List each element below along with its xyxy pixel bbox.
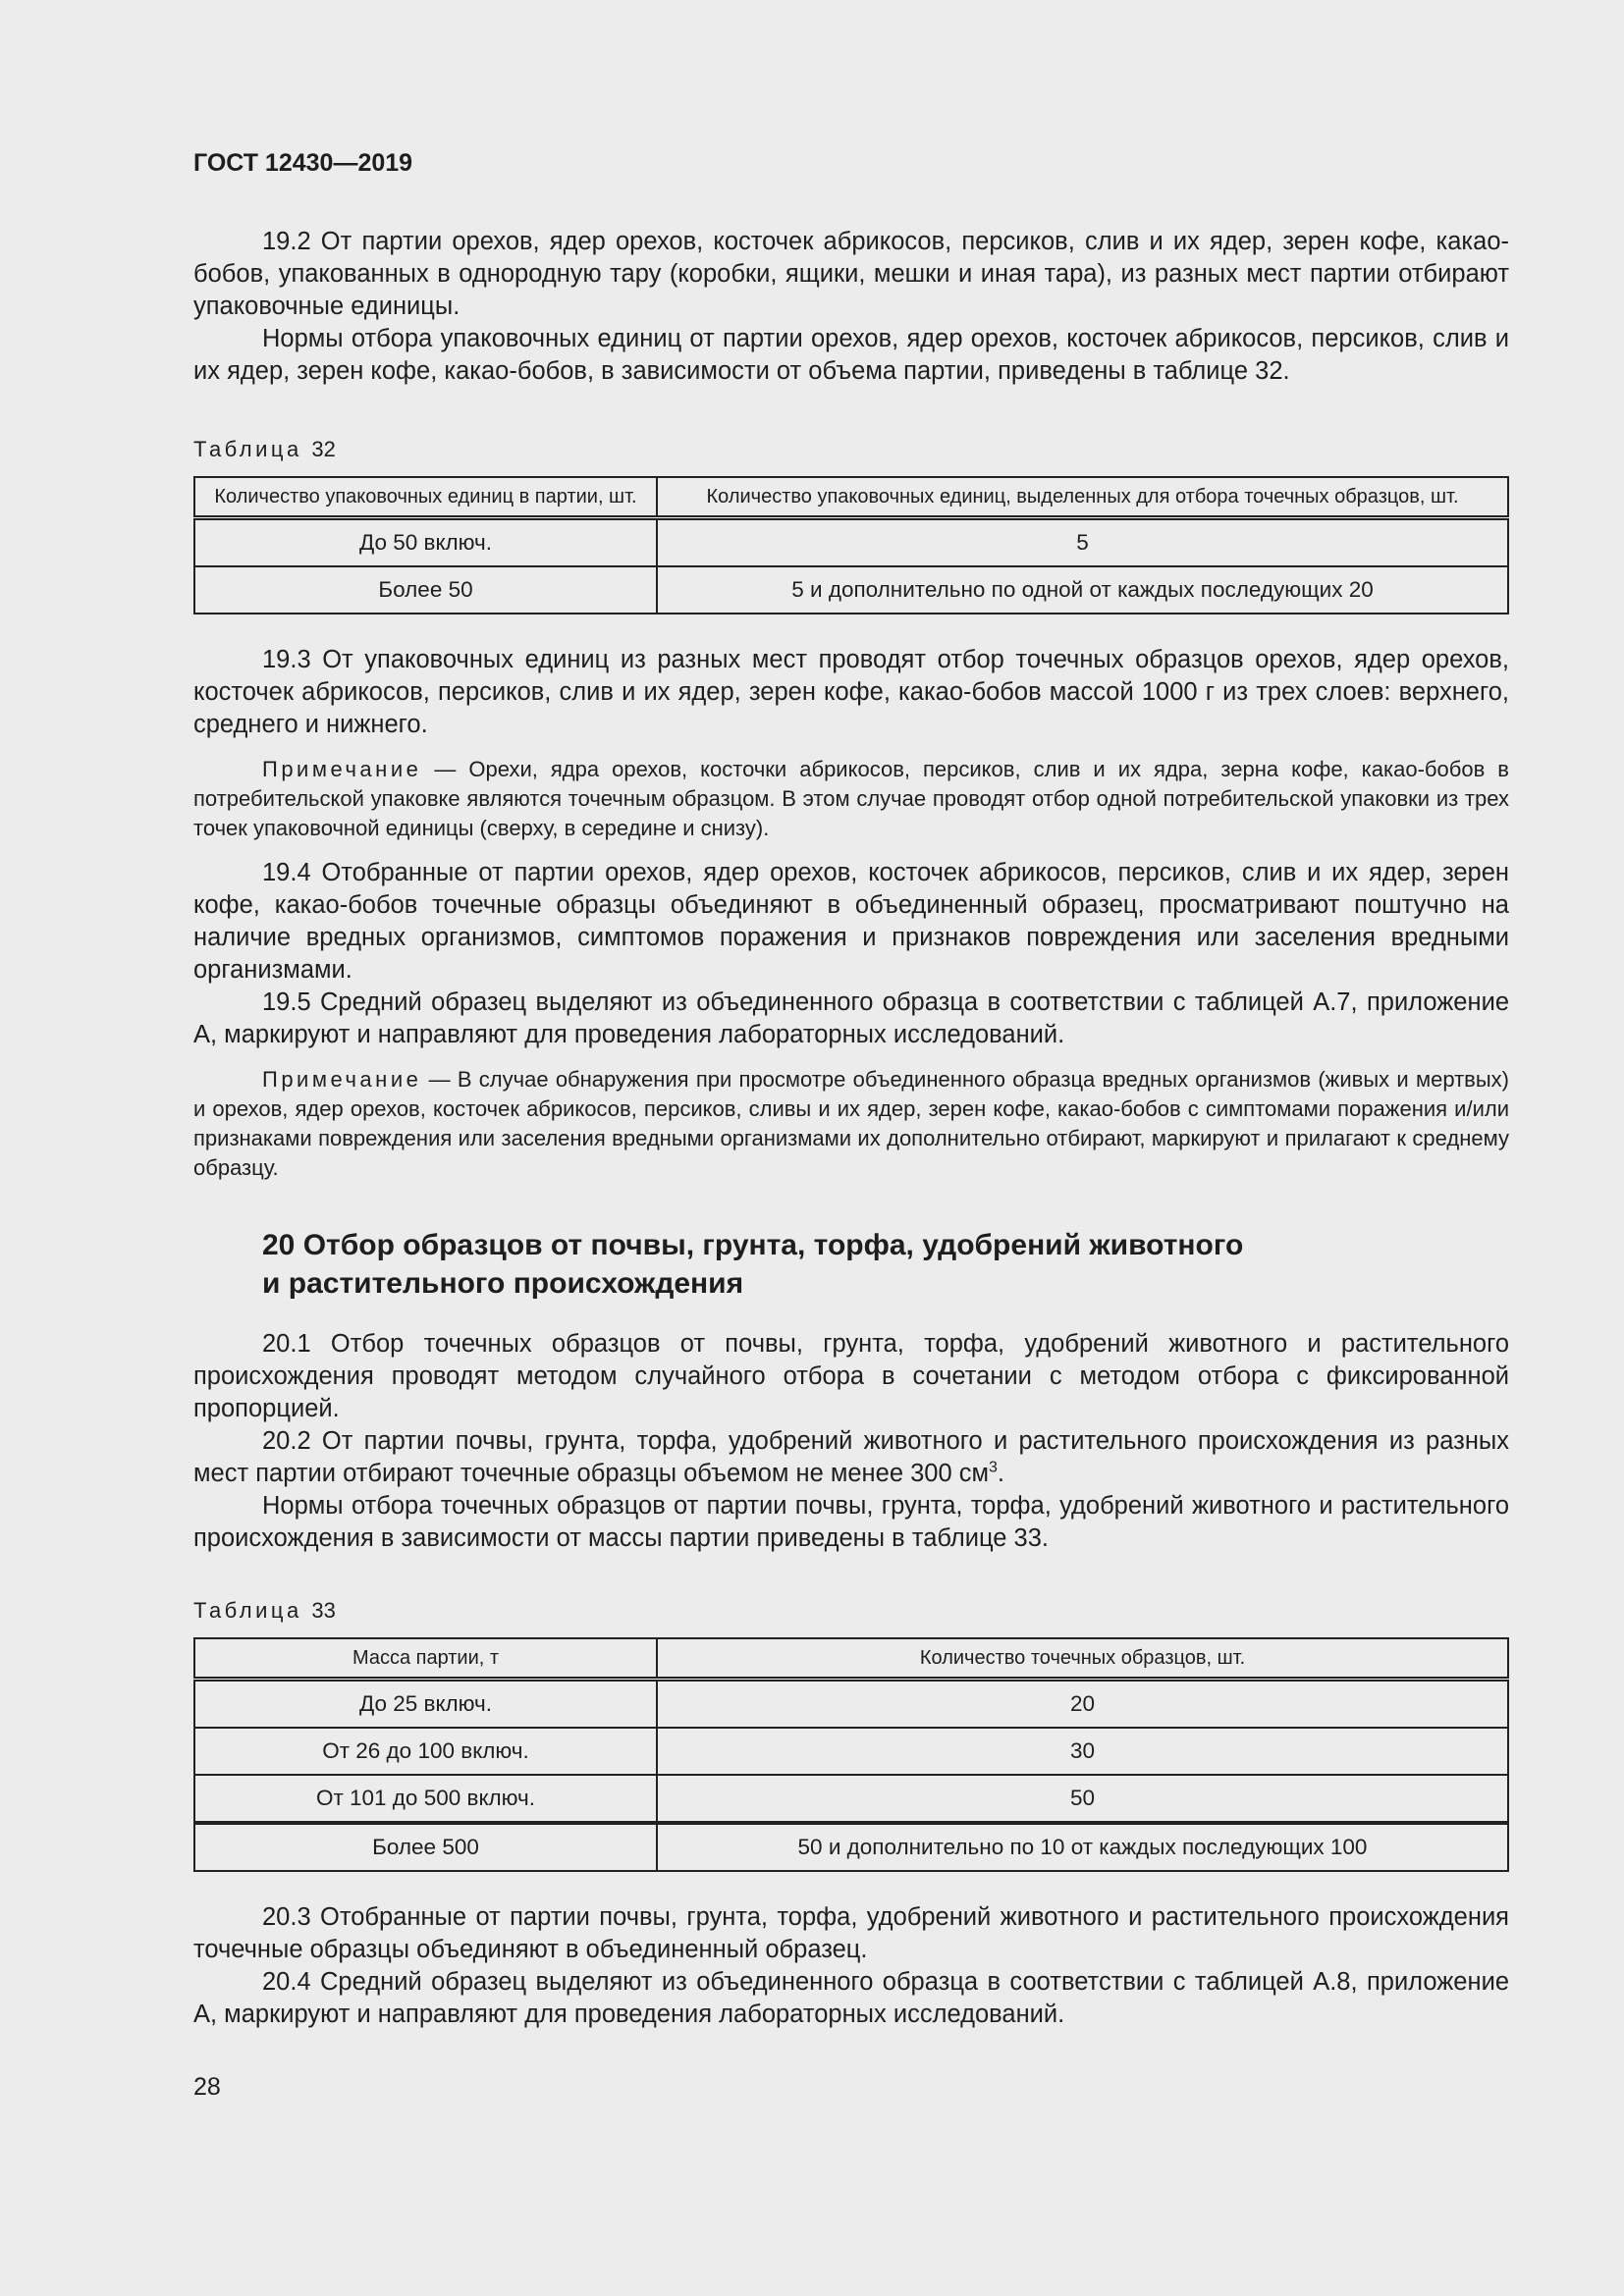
table-cell: 20 [657,1680,1508,1729]
note-1 [193,755,1509,843]
paragraph-19-5: 19.5 Средний образец выделяют из объединенного образца в соответствии с таблицей А.7, приложение А, маркируют и направляют для проведения лабораторных исследований. [193,988,1509,1048]
table-cell: 5 [657,518,1508,567]
table-cell: 5 и дополнительно по одной от каждых последующих 20 [657,566,1508,614]
table-row [194,1823,1508,1871]
paragraph-19-4: 19.4 Отобранные от партии орехов, ядер орехов, косточек абрикосов, персиков, слив и их ядер, зерен кофе, какао-бобов точечные образцы объединяют в объединенный образец, просматривают поштучно на наличие вредных организмов, симптомов поражения и признаков повреждения или заселения вредными организмами. [193,859,1509,984]
table-row [194,1728,1508,1775]
table-cell: 30 [657,1728,1508,1775]
page-number: 28 [193,2073,221,2101]
table-cell: До 25 включ. [194,1680,657,1729]
table-header-cell: Количество точечных образцов, шт. [657,1638,1508,1680]
section-heading-line: и растительного происхождения [262,1267,744,1300]
table-header-cell: Количество упаковочных единиц, выделенных для отбора точечных образцов, шт. [657,477,1508,518]
table-caption-word: Таблица [193,437,302,461]
table-33 [193,1637,1509,1872]
section-heading-line: 20 Отбор образцов от почвы, грунта, торфа, удобрений животного [262,1229,1244,1261]
section-20-heading [262,1226,1509,1303]
note-label: Примечание [262,1067,422,1092]
table-row [194,1775,1508,1823]
table-header-row [194,477,1508,518]
table-cell: 50 и дополнительно по 10 от каждых последующих 100 [657,1823,1508,1871]
document-header: ГОСТ 12430—2019 [193,149,413,177]
table-header-cell: Количество упаковочных единиц в партии, шт. [194,477,657,518]
table-cell: От 26 до 100 включ. [194,1728,657,1775]
paragraph-20-1: 20.1 Отбор точечных образцов от почвы, грунта, торфа, удобрений животного и растительного происхождения проводят методом случайного отбора в сочетании с методом отбора с фиксированной пропорцией. [193,1330,1509,1422]
table-row [194,518,1508,567]
table-32-caption [193,437,1509,462]
table-row [194,1680,1508,1729]
table-cell: От 101 до 500 включ. [194,1775,657,1823]
superscript: 3 [989,1459,998,1476]
document-body [193,145,1509,2031]
table-caption-word: Таблица [193,1598,302,1623]
table-caption-number: 33 [311,1598,336,1623]
note-2 [193,1065,1509,1183]
paragraph-19-2-norms: Нормы отбора упаковочных единиц от партии орехов, ядер орехов, косточек абрикосов, персиков, слив и их ядер, зерен кофе, какао-бобов, в зависимости от объема партии, приведены в таблице 32. [193,325,1509,385]
note-label: Примечание [262,757,422,781]
paragraph-20-2-end: . [997,1460,1004,1487]
table-33-caption [193,1598,1509,1624]
table-caption-number: 32 [311,437,336,461]
note-text: — Орехи, ядра орехов, косточки абрикосов, персиков, слив и их ядра, зерна кофе, какао-бобов в потребительской упаковке являются точечным образцом. В этом случае проводят отбор одной потребительской упаковки из трех точек упаковочной единицы (сверху, в середине и снизу). [193,757,1509,840]
table-cell: До 50 включ. [194,518,657,567]
note-text: — В случае обнаружения при просмотре объединенного образца вредных организмов (живых и мертвых) и орехов, ядер орехов, косточек абрикосов, персиков, сливы и их ядер, зерен кофе, какао-бобов с симптомами поражения и/или признаками повреждения или заселения вредными организмами их дополнительно отбирают, маркируют и прилагают к среднему образцу. [193,1067,1509,1180]
paragraph-20-2 [193,1425,1509,1490]
table-header-cell: Масса партии, т [194,1638,657,1680]
paragraph-20-4: 20.4 Средний образец выделяют из объединенного образца в соответствии с таблицей А.8, приложение А, маркируют и направляют для проведения лабораторных исследований. [193,1968,1509,2028]
paragraph-20-2-norms: Нормы отбора точечных образцов от партии почвы, грунта, торфа, удобрений животного и растительного происхождения в зависимости от массы партии приведены в таблице 33. [193,1492,1509,1552]
table-row [194,566,1508,614]
table-header-row [194,1638,1508,1680]
table-32 [193,476,1509,614]
table-cell: Более 50 [194,566,657,614]
paragraph-19-2: 19.2 От партии орехов, ядер орехов, косточек абрикосов, персиков, слив и их ядер, зерен кофе, какао-бобов, упакованных в однородную тару (коробки, ящики, мешки и иная тара), из разных мест партии отбирают упаковочные единицы. [193,228,1509,320]
paragraph-20-3: 20.3 Отобранные от партии почвы, грунта, торфа, удобрений животного и растительного происхождения точечные образцы объединяют в объединенный образец. [193,1903,1509,1963]
table-cell: Более 500 [194,1823,657,1871]
paragraph-19-3: 19.3 От упаковочных единиц из разных мест проводят отбор точечных образцов орехов, ядер орехов, косточек абрикосов, персиков, слив и их ядер, зерен кофе, какао-бобов массой 1000 г из трех слоев: верхнего, среднего и нижнего. [193,646,1509,738]
table-cell: 50 [657,1775,1508,1823]
paragraph-20-2-text: 20.2 От партии почвы, грунта, торфа, удобрений животного и растительного происхождения из разных мест партии отбирают точечные образцы объемом не менее 300 см [193,1427,1509,1487]
